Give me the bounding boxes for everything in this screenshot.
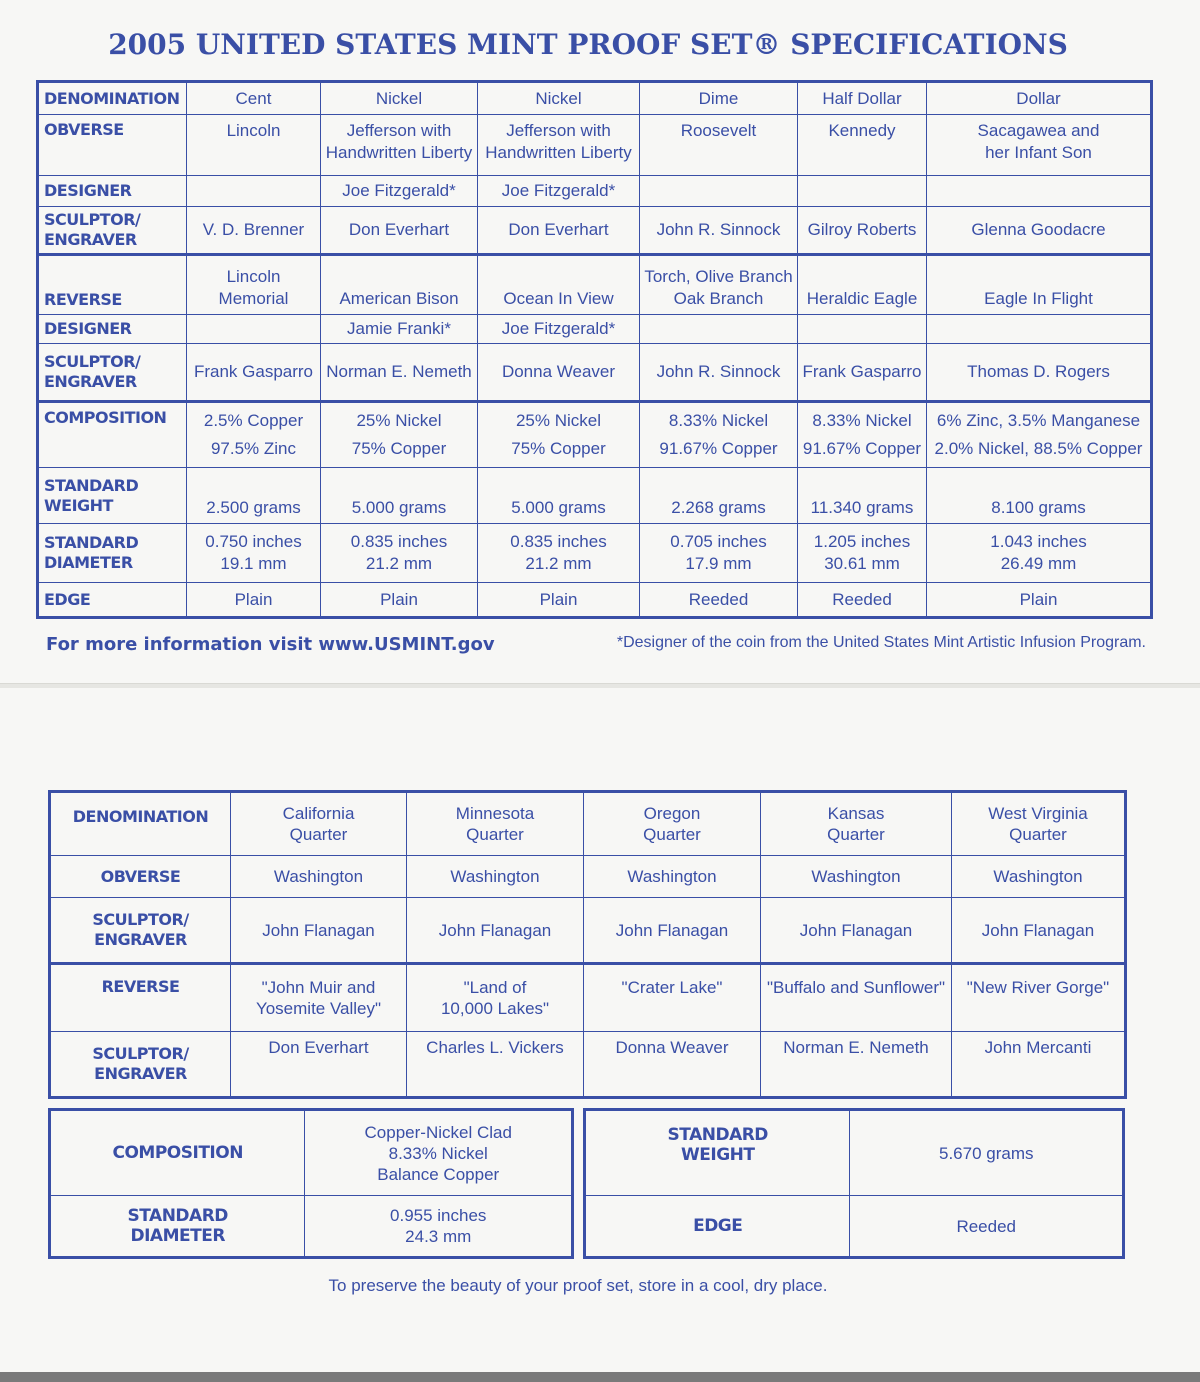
table-cell: 8.33% Nickel 91.67% Copper (798, 402, 927, 468)
table-cell: Washington (407, 856, 584, 898)
table-cell: Donna Weaver (478, 344, 640, 402)
table-cell: 0.955 inches 24.3 mm (305, 1196, 573, 1258)
info-link-text: For more information visit www.USMINT.gov (46, 634, 495, 655)
table-cell: Heraldic Eagle (798, 255, 927, 315)
table-cell: Half Dollar (798, 82, 927, 115)
table-cell: Joe Fitzgerald* (321, 176, 478, 207)
table-cell: Oregon Quarter (584, 792, 761, 856)
table-cell: John Flanagan (952, 898, 1126, 964)
specs-table-quarters (48, 790, 1127, 1099)
table-row-obverse-designer (38, 176, 1152, 207)
storage-note: To preserve the beauty of your proof set, store in a cool, dry place. (328, 1276, 828, 1295)
table-cell: Plain (187, 583, 321, 618)
table-cell: John Flanagan (231, 898, 407, 964)
table-cell: Plain (321, 583, 478, 618)
row-label: SCULPTOR/ ENGRAVER (50, 898, 231, 964)
table-cell (798, 315, 927, 344)
card-fold-line (0, 683, 1200, 688)
table-cell: 1.205 inches 30.61 mm (798, 524, 927, 583)
table-cell (927, 176, 1152, 207)
specs-table-quarter-composition (48, 1108, 574, 1259)
table-cell: Washington (584, 856, 761, 898)
table-cell: 2.500 grams (187, 468, 321, 524)
table-cell (640, 315, 798, 344)
table-cell: V. D. Brenner (187, 207, 321, 255)
row-label: DENOMINATION (38, 82, 187, 115)
row-label: EDGE (38, 583, 187, 618)
table-cell: Torch, Olive Branch Oak Branch (640, 255, 798, 315)
row-label: EDGE (585, 1196, 850, 1258)
table-cell: "Buffalo and Sunflower" (761, 964, 952, 1032)
table-cell: Minnesota Quarter (407, 792, 584, 856)
table-cell: "Land of 10,000 Lakes" (407, 964, 584, 1032)
table-cell: Don Everhart (321, 207, 478, 255)
table-cell: Kennedy (798, 115, 927, 176)
table-row-denomination (38, 82, 1152, 115)
row-label: OBVERSE (38, 115, 187, 176)
row-label: REVERSE (38, 255, 187, 315)
table-cell: Plain (478, 583, 640, 618)
row-label: SCULPTOR/ ENGRAVER (50, 1032, 231, 1098)
table-cell: Charles L. Vickers (407, 1032, 584, 1098)
table-cell: Frank Gasparro (798, 344, 927, 402)
row-label: DENOMINATION (50, 792, 231, 856)
table-row-obverse (50, 856, 1126, 898)
table-row-reverse (50, 964, 1126, 1032)
table-row-denomination (50, 792, 1126, 856)
table-cell: Gilroy Roberts (798, 207, 927, 255)
table-cell: West Virginia Quarter (952, 792, 1126, 856)
table-cell: Cent (187, 82, 321, 115)
table-cell: Lincoln Memorial (187, 255, 321, 315)
specs-table-quarter-weight (583, 1108, 1125, 1259)
designer-footnote: *Designer of the coin from the United States Mint Artistic Infusion Program. (616, 634, 1146, 651)
table-row-edge (585, 1196, 1124, 1258)
specs-table-coins (36, 80, 1153, 619)
table-cell: Ocean In View (478, 255, 640, 315)
table-cell: Reeded (798, 583, 927, 618)
table-cell: 8.33% Nickel 91.67% Copper (640, 402, 798, 468)
table-cell: John R. Sinnock (640, 344, 798, 402)
table-cell: John Flanagan (584, 898, 761, 964)
table-cell: Donna Weaver (584, 1032, 761, 1098)
table-cell: 8.100 grams (927, 468, 1152, 524)
table-cell: 5.000 grams (478, 468, 640, 524)
table-cell: Joe Fitzgerald* (478, 315, 640, 344)
table-cell: American Bison (321, 255, 478, 315)
table-cell: 25% Nickel 75% Copper (478, 402, 640, 468)
table-cell: Frank Gasparro (187, 344, 321, 402)
table-row-diameter (38, 524, 1152, 583)
table-row-diameter (50, 1196, 573, 1258)
table-cell (187, 315, 321, 344)
table-cell: Washington (761, 856, 952, 898)
table-cell: 0.705 inches 17.9 mm (640, 524, 798, 583)
table-cell: Dollar (927, 82, 1152, 115)
table-cell: Joe Fitzgerald* (478, 176, 640, 207)
table-cell: 2.268 grams (640, 468, 798, 524)
table-cell: "John Muir and Yosemite Valley" (231, 964, 407, 1032)
table-cell: 6% Zinc, 3.5% Manganese 2.0% Nickel, 88.5% Copper (927, 402, 1152, 468)
row-label: COMPOSITION (38, 402, 187, 468)
table-row-reverse-sculptor (38, 344, 1152, 402)
table-cell: California Quarter (231, 792, 407, 856)
table-cell: 0.750 inches 19.1 mm (187, 524, 321, 583)
row-label: COMPOSITION (50, 1110, 305, 1196)
row-label: STANDARD WEIGHT (38, 468, 187, 524)
table-cell: 11.340 grams (798, 468, 927, 524)
table-cell: "New River Gorge" (952, 964, 1126, 1032)
table-cell: Dime (640, 82, 798, 115)
table-row-reverse-sculptor (50, 1032, 1126, 1098)
table-cell: Roosevelt (640, 115, 798, 176)
table-cell: Jefferson with Handwritten Liberty (478, 115, 640, 176)
scan-edge-shadow (0, 1372, 1200, 1382)
table-cell: 0.835 inches 21.2 mm (478, 524, 640, 583)
page-title: 2005 UNITED STATES MINT PROOF SET® SPECIFICATIONS (108, 28, 1068, 61)
table-cell (798, 176, 927, 207)
row-label: SCULPTOR/ ENGRAVER (38, 344, 187, 402)
row-label: STANDARD DIAMETER (50, 1196, 305, 1258)
table-cell: John R. Sinnock (640, 207, 798, 255)
table-row-weight (38, 468, 1152, 524)
table-row-composition (38, 402, 1152, 468)
table-cell (187, 176, 321, 207)
row-label: REVERSE (50, 964, 231, 1032)
table-cell: "Crater Lake" (584, 964, 761, 1032)
table-cell: Reeded (850, 1196, 1124, 1258)
table-cell: Plain (927, 583, 1152, 618)
row-label: STANDARD WEIGHT (585, 1110, 850, 1196)
row-label: OBVERSE (50, 856, 231, 898)
table-cell: John Flanagan (761, 898, 952, 964)
table-cell: 2.5% Copper 97.5% Zinc (187, 402, 321, 468)
table-cell: Glenna Goodacre (927, 207, 1152, 255)
table-cell: 5.670 grams (850, 1110, 1124, 1196)
row-label: STANDARD DIAMETER (38, 524, 187, 583)
table-cell: Copper-Nickel Clad 8.33% Nickel Balance Copper (305, 1110, 573, 1196)
table-cell (640, 176, 798, 207)
table-row-edge (38, 583, 1152, 618)
table-cell: John Flanagan (407, 898, 584, 964)
row-label: DESIGNER (38, 176, 187, 207)
table-cell: 25% Nickel 75% Copper (321, 402, 478, 468)
table-cell: Nickel (478, 82, 640, 115)
table-cell: Nickel (321, 82, 478, 115)
table-cell (927, 315, 1152, 344)
table-cell: Sacagawea and her Infant Son (927, 115, 1152, 176)
table-cell: Washington (231, 856, 407, 898)
table-row-composition (50, 1110, 573, 1196)
row-label: SCULPTOR/ ENGRAVER (38, 207, 187, 255)
table-cell: Washington (952, 856, 1126, 898)
table-row-reverse-designer (38, 315, 1152, 344)
table-cell: Reeded (640, 583, 798, 618)
table-cell: Don Everhart (478, 207, 640, 255)
table-cell: 5.000 grams (321, 468, 478, 524)
table-cell: Lincoln (187, 115, 321, 176)
table-row-obverse (38, 115, 1152, 176)
table-row-weight (585, 1110, 1124, 1196)
table-cell: Norman E. Nemeth (321, 344, 478, 402)
table-cell: Kansas Quarter (761, 792, 952, 856)
table-cell: 0.835 inches 21.2 mm (321, 524, 478, 583)
table-cell: Don Everhart (231, 1032, 407, 1098)
table-cell: Norman E. Nemeth (761, 1032, 952, 1098)
table-row-reverse (38, 255, 1152, 315)
row-label: DESIGNER (38, 315, 187, 344)
table-cell: Eagle In Flight (927, 255, 1152, 315)
table-cell: Jamie Franki* (321, 315, 478, 344)
table-cell: Jefferson with Handwritten Liberty (321, 115, 478, 176)
table-cell: 1.043 inches 26.49 mm (927, 524, 1152, 583)
table-cell: Thomas D. Rogers (927, 344, 1152, 402)
table-row-obverse-sculptor (38, 207, 1152, 255)
table-row-obverse-sculptor (50, 898, 1126, 964)
table-cell: John Mercanti (952, 1032, 1126, 1098)
